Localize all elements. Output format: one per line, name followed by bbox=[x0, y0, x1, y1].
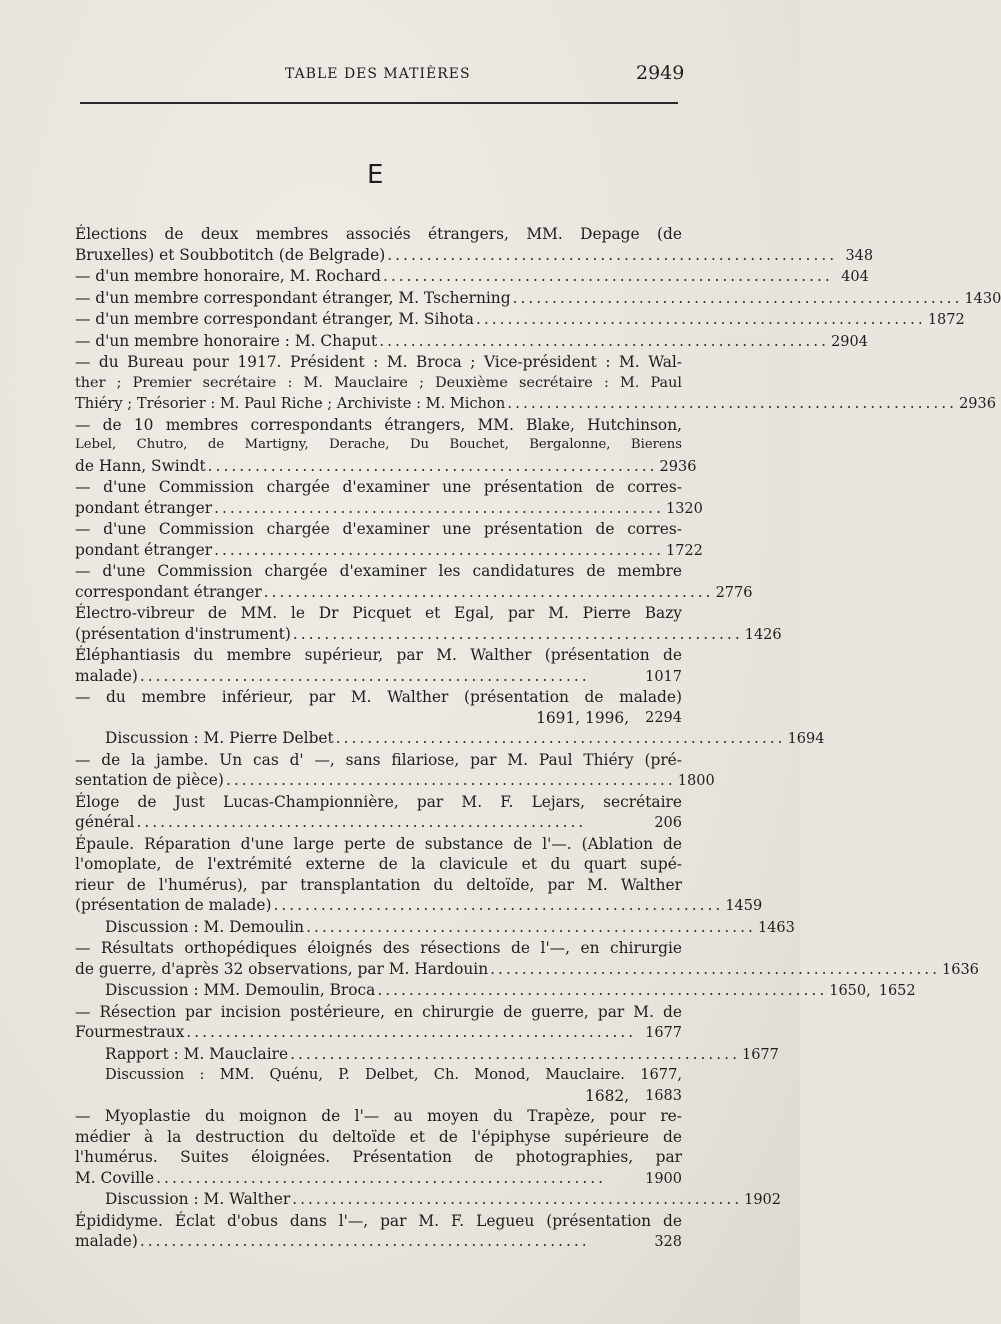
dot-leader: ......................................................... bbox=[207, 456, 658, 475]
entry-line: — d'une Commission chargée d'examiner une présentation de corres- bbox=[75, 478, 682, 496]
index-entry bbox=[75, 331, 868, 353]
entry-line: — d'un membre honoraire, M. Rochard bbox=[75, 267, 381, 285]
index-entry bbox=[75, 1044, 779, 1066]
entry-line: — d'une Commission chargée d'examiner les candidatures de membre bbox=[75, 562, 682, 580]
entry-line: — du Bureau pour 1917. Président : M. Broca ; Vice-président : M. Wal- bbox=[75, 353, 682, 371]
entry-line: l'omoplate, de l'extrémité externe de la clavicule et du quart supé- bbox=[75, 855, 682, 873]
entry-line: — Myoplastie du moignon de l'— au moyen du Trapèze, pour re- bbox=[75, 1107, 682, 1125]
entry-line: Discussion : M. Demoulin bbox=[105, 917, 305, 936]
dot-leader: ......................................................... bbox=[387, 245, 838, 264]
index-entry bbox=[75, 938, 979, 980]
running-header-title: TABLE DES MATIÈRES bbox=[285, 66, 471, 82]
index-entry bbox=[75, 415, 697, 478]
index-entry bbox=[75, 519, 703, 561]
dot-leader: ......................................................... bbox=[214, 540, 664, 559]
index-list bbox=[75, 224, 1001, 1253]
dot-leader: ......................................................... bbox=[382, 267, 833, 285]
entry-line: général bbox=[75, 813, 135, 831]
entry-line: Fourmestraux bbox=[75, 1023, 185, 1041]
index-entry bbox=[75, 1002, 682, 1044]
page-ref: 2936 bbox=[659, 458, 697, 475]
dot-leader: ......................................................... bbox=[475, 310, 926, 328]
page-ref: 1650, bbox=[829, 983, 871, 999]
page-ref: 348 bbox=[845, 247, 874, 264]
entry-line: malade) bbox=[75, 1232, 138, 1250]
entry-line: (présentation d'instrument) bbox=[75, 624, 291, 643]
entry-line: sentation de pièce) bbox=[75, 771, 224, 789]
section-letter: E bbox=[367, 160, 384, 190]
index-entry bbox=[75, 834, 763, 917]
index-entry bbox=[75, 917, 795, 939]
dot-leader: ......................................................... bbox=[292, 624, 743, 643]
page-ref: 206 bbox=[654, 815, 682, 831]
page-refs: 1682, bbox=[585, 1086, 630, 1105]
index-entry bbox=[75, 728, 825, 750]
entry-line: Lebel, Chutro, de Martigny, Derache, Du Bouchet, Bergalonne, Bierens bbox=[75, 437, 682, 452]
page-ref: 1636 bbox=[942, 961, 979, 978]
entry-line: — d'un membre correspondant étranger, M. Tscherning bbox=[75, 288, 511, 307]
page-ref: 1426 bbox=[744, 626, 782, 643]
page-ref: 1017 bbox=[645, 668, 682, 685]
dot-leader: ......................................................... bbox=[335, 729, 786, 747]
header-rule bbox=[80, 102, 678, 104]
entry-line: Rapport : M. Mauclaire bbox=[105, 1044, 289, 1063]
index-entry bbox=[75, 1211, 682, 1253]
entry-line: — Résultats orthopédiques éloignés des résections de l'—, en chirurgie bbox=[75, 939, 682, 957]
index-entry bbox=[75, 750, 715, 792]
entry-line: médier à la destruction du deltoïde et de l'épiphyse supérieure de bbox=[75, 1127, 682, 1146]
index-entry bbox=[75, 687, 682, 728]
index-entry bbox=[75, 980, 916, 1002]
dot-leader: ......................................................... bbox=[139, 666, 590, 685]
entry-line: Électro-vibreur de MM. le Dr Picquet et Egal, par M. Pierre Bazy bbox=[75, 604, 682, 622]
entry-line: de Hann, Swindt bbox=[75, 456, 206, 475]
page-ref: 404 bbox=[841, 269, 869, 285]
index-entry bbox=[75, 645, 682, 687]
entry-line: — de 10 membres correspondants étrangers, MM. Blake, Hutchinson, bbox=[75, 415, 682, 434]
index-entry bbox=[75, 309, 965, 331]
page-ref: 1652 bbox=[878, 983, 916, 999]
entry-line: (présentation de malade) bbox=[75, 896, 272, 914]
page-ref: 1320 bbox=[665, 500, 703, 517]
entry-line: l'humérus. Suites éloignées. Présentation de photographies, par bbox=[75, 1148, 682, 1166]
page-ref: 328 bbox=[654, 1234, 682, 1250]
page-ref: 1459 bbox=[725, 898, 763, 914]
entry-line: — d'une Commission chargée d'examiner une présentation de corres- bbox=[75, 520, 682, 538]
index-entry bbox=[75, 1065, 682, 1106]
entry-line: Éloge de Just Lucas-Championnière, par M. F. Lejars, secrétaire bbox=[75, 792, 682, 811]
index-entry bbox=[75, 1106, 682, 1189]
dot-leader: ......................................................... bbox=[377, 981, 828, 999]
index-entry bbox=[75, 266, 869, 288]
dot-leader: ......................................................... bbox=[156, 1168, 607, 1187]
entry-line: Discussion : MM. Quénu, P. Delbet, Ch. Monod, Mauclaire. 1677, bbox=[105, 1066, 682, 1083]
index-entry bbox=[75, 603, 782, 645]
index-entry bbox=[75, 792, 682, 834]
page-ref: 2936 bbox=[959, 396, 996, 412]
entry-line: pondant étranger bbox=[75, 498, 213, 517]
page-refs: 1691, 1996, bbox=[536, 708, 630, 727]
page-ref: 2904 bbox=[831, 333, 868, 350]
entry-line: Discussion : M. Pierre Delbet bbox=[105, 729, 334, 747]
dot-leader: ......................................................... bbox=[225, 771, 676, 789]
entry-line: malade) bbox=[75, 666, 138, 685]
dot-leader: ......................................................... bbox=[490, 959, 940, 978]
entry-line: Discussion : M. Walther bbox=[105, 1190, 291, 1208]
dot-leader: ......................................................... bbox=[290, 1044, 740, 1063]
index-entry bbox=[75, 224, 874, 266]
page-ref: 1683 bbox=[645, 1087, 682, 1104]
page-ref: 1872 bbox=[927, 312, 965, 328]
page-ref: 1677 bbox=[741, 1046, 779, 1063]
dot-leader: ......................................................... bbox=[379, 331, 830, 350]
page-ref: 1677 bbox=[645, 1025, 682, 1041]
entry-line: — d'un membre honoraire : M. Chaput bbox=[75, 331, 378, 350]
page-ref: 1722 bbox=[665, 542, 703, 559]
entry-line: Thiéry ; Trésorier : M. Paul Riche ; Archiviste : M. Michon bbox=[75, 395, 506, 412]
dot-leader: ......................................................... bbox=[507, 394, 958, 412]
entry-line: — d'un membre correspondant étranger, M. Sihota bbox=[75, 310, 474, 328]
page-ref: 2776 bbox=[715, 584, 753, 601]
dot-leader: ......................................................... bbox=[306, 917, 756, 936]
index-entry bbox=[75, 1189, 782, 1211]
entry-line: — du membre inférieur, par M. Walther (présentation de malade) bbox=[75, 688, 682, 706]
entry-line: — Résection par incision postérieure, en chirurgie de guerre, par M. de bbox=[75, 1002, 682, 1021]
entry-line: Éléphantiasis du membre supérieur, par M. Walther (présentation de bbox=[75, 646, 682, 664]
dot-leader: ......................................................... bbox=[263, 582, 714, 601]
page-ref: 1902 bbox=[744, 1192, 782, 1208]
entry-line: — de la jambe. Un cas d' —, sans filariose, par M. Paul Thiéry (pré- bbox=[75, 750, 682, 769]
page-ref: 1800 bbox=[677, 773, 715, 789]
dot-leader: ......................................................... bbox=[186, 1023, 637, 1041]
entry-line: M. Coville bbox=[75, 1168, 155, 1187]
entry-line: Épaule. Réparation d'une large perte de substance de l'—. (Ablation de bbox=[75, 834, 682, 853]
entry-line: Élections de deux membres associés étrangers, MM. Depage (de bbox=[75, 225, 682, 243]
entry-line: Bruxelles) et Soubbotitch (de Belgrade) bbox=[75, 245, 386, 264]
index-entry bbox=[75, 477, 703, 519]
entry-line: de guerre, d'après 32 observations, par M. Hardouin bbox=[75, 959, 489, 978]
dot-leader: ......................................................... bbox=[292, 1190, 743, 1208]
dot-leader: ......................................................... bbox=[136, 813, 587, 831]
page-ref: 1694 bbox=[787, 731, 825, 747]
page-ref: 1463 bbox=[757, 919, 795, 936]
page-ref: 1430 bbox=[964, 290, 1001, 307]
entry-line: Discussion : MM. Demoulin, Broca bbox=[105, 981, 376, 999]
entry-line: correspondant étranger bbox=[75, 582, 262, 601]
page-number: 2949 bbox=[636, 62, 685, 84]
page-ref: 1900 bbox=[645, 1170, 682, 1187]
entry-line: Épididyme. Éclat d'obus dans l'—, par M. F. Legueu (présentation de bbox=[75, 1211, 682, 1230]
entry-line: pondant étranger bbox=[75, 540, 213, 559]
index-entry bbox=[75, 288, 1001, 310]
dot-leader: ......................................................... bbox=[512, 288, 963, 307]
entry-line: rieur de l'humérus), par transplantation du deltoïde, par M. Walther bbox=[75, 875, 682, 894]
index-entry bbox=[75, 352, 996, 415]
dot-leader: ......................................................... bbox=[273, 896, 724, 914]
dot-leader: ......................................................... bbox=[214, 498, 664, 517]
page-ref: 2294 bbox=[645, 709, 682, 726]
dot-leader: ......................................................... bbox=[139, 1232, 590, 1250]
index-entry bbox=[75, 561, 753, 603]
entry-line: ther ; Premier secrétaire : M. Mauclaire ; Deuxième secrétaire : M. Paul bbox=[75, 374, 682, 391]
